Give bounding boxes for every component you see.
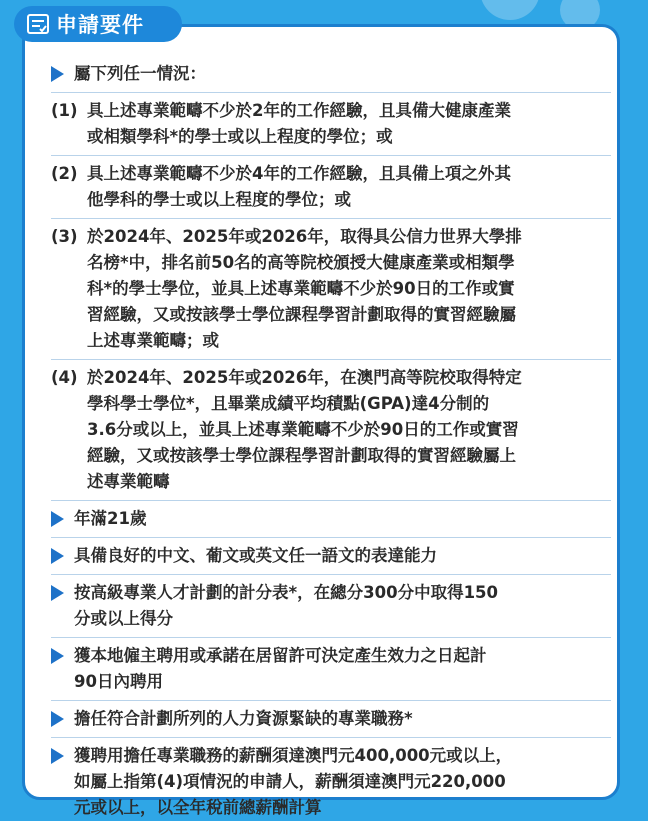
- divider: [51, 574, 611, 575]
- divider: [51, 92, 611, 93]
- intro-row: [51, 61, 611, 87]
- condition-text: [87, 224, 522, 354]
- condition-line: 經驗，又或按該學士學位課程學習計劃取得的實習經驗屬上: [87, 446, 516, 465]
- divider: [51, 500, 611, 501]
- condition-number: (1): [51, 101, 78, 120]
- requirement-item: [51, 743, 611, 821]
- condition-line: 於2024年、2025年或2026年，取得具公信力世界大學排: [87, 227, 522, 246]
- condition-text: [87, 98, 511, 150]
- triangle-bullet-icon: [51, 748, 64, 764]
- requirement-text: [74, 506, 146, 532]
- condition-text: [87, 365, 522, 495]
- divider: [51, 637, 611, 638]
- requirement-line: 90日內聘用: [74, 672, 163, 691]
- section-title: 申請要件: [56, 13, 144, 37]
- triangle-bullet-icon: [51, 66, 64, 82]
- condition-item: [51, 365, 611, 495]
- condition-line: 名榜*中，排名前50名的高等院校頒授大健康產業或相類學: [87, 253, 515, 272]
- divider: [51, 537, 611, 538]
- condition-number: (3): [51, 227, 78, 246]
- condition-item: [51, 224, 611, 354]
- divider: [51, 218, 611, 219]
- condition-item: [51, 161, 611, 213]
- triangle-bullet-icon: [51, 511, 64, 527]
- condition-line: 於2024年、2025年或2026年，在澳門高等院校取得特定: [87, 368, 522, 387]
- requirements-card: [22, 24, 620, 817]
- requirement-line: 具備良好的中文、葡文或英文任一語文的表達能力: [74, 546, 437, 565]
- background-decoration: [480, 0, 540, 20]
- requirement-line: 元或以上，以全年稅前總薪酬計算: [74, 798, 322, 817]
- triangle-bullet-icon: [51, 548, 64, 564]
- condition-line: 述專業範疇: [87, 472, 170, 491]
- condition-line: 上述專業範疇；或: [87, 331, 219, 350]
- requirements-content: [51, 61, 611, 821]
- requirement-text: [74, 706, 413, 732]
- divider: [51, 737, 611, 738]
- requirement-text: [74, 743, 512, 821]
- requirement-line: 分或以上得分: [74, 609, 173, 628]
- requirement-text: [74, 543, 437, 569]
- requirement-item: [51, 643, 611, 695]
- requirement-line: 擔任符合計劃所列的人力資源緊缺的專業職務*: [74, 709, 413, 728]
- triangle-bullet-icon: [51, 648, 64, 664]
- requirement-text: [74, 580, 498, 632]
- divider: [51, 359, 611, 360]
- section-header: [14, 6, 182, 42]
- requirement-line: 獲聘用擔任專業職務的薪酬須達澳門元400,000元或以上，: [74, 746, 513, 765]
- requirement-line: 如屬上指第(4)項情況的申請人，薪酬須達澳門元220,000: [74, 772, 506, 791]
- condition-item: [51, 98, 611, 150]
- requirement-item: [51, 506, 611, 532]
- condition-number: (2): [51, 164, 78, 183]
- divider: [51, 155, 611, 156]
- requirement-item: [51, 706, 611, 732]
- requirement-line: 獲本地僱主聘用或承諾在居留許可決定產生效力之日起計: [74, 646, 487, 665]
- requirement-line: 年滿21歲: [74, 509, 147, 528]
- condition-number: (4): [51, 368, 78, 387]
- triangle-bullet-icon: [51, 711, 64, 727]
- condition-line: 習經驗，又或按該學士學位課程學習計劃取得的實習經驗屬: [87, 305, 516, 324]
- condition-line: 科*的學士學位，並具上述專業範疇不少於90日的工作或實: [87, 279, 515, 298]
- intro-text: 屬下列任一情況：: [74, 64, 206, 83]
- condition-line: 他學科的學士或以上程度的學位；或: [87, 190, 351, 209]
- condition-line: 具上述專業範疇不少於2年的工作經驗，且具備大健康產業: [87, 101, 511, 120]
- requirement-item: [51, 543, 611, 569]
- triangle-bullet-icon: [51, 585, 64, 601]
- condition-line: 3.6分或以上，並具上述專業範疇不少於90日的工作或實習: [87, 420, 519, 439]
- condition-line: 或相類學科*的學士或以上程度的學位；或: [87, 127, 393, 146]
- condition-text: [87, 161, 511, 213]
- condition-line: 具上述專業範疇不少於4年的工作經驗，且具備上項之外其: [87, 164, 511, 183]
- divider: [51, 700, 611, 701]
- condition-line: 學科學士學位*，且畢業成績平均積點(GPA)達4分制的: [87, 394, 490, 413]
- requirement-item: [51, 580, 611, 632]
- requirement-line: 按高級專業人才計劃的計分表*，在總分300分中取得150: [74, 583, 499, 602]
- checklist-icon: [26, 13, 50, 35]
- requirement-text: [74, 643, 487, 695]
